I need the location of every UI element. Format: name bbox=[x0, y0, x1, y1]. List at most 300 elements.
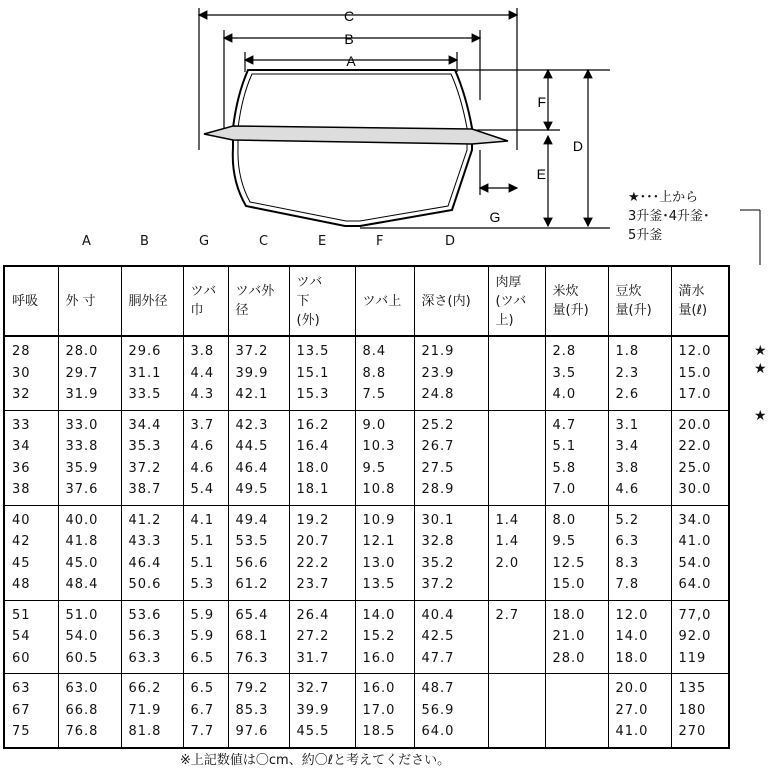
cell-value: 32 bbox=[12, 387, 31, 402]
table-cell bbox=[355, 600, 414, 674]
column-header: 豆炊 量(升) bbox=[608, 266, 671, 336]
star-marker: ★ bbox=[754, 361, 767, 377]
cell-value: 76.3 bbox=[235, 650, 269, 666]
cell-value: 18.5 bbox=[362, 724, 396, 739]
cell-value: 2.3 bbox=[615, 365, 640, 381]
table-cell bbox=[4, 336, 58, 410]
table-cell bbox=[228, 600, 289, 674]
cell-value: 7.8 bbox=[615, 577, 640, 592]
table-cell bbox=[608, 600, 671, 674]
cell-value: 4.6 bbox=[190, 460, 215, 476]
cell-value: 27.0 bbox=[615, 702, 649, 718]
table-cell bbox=[608, 336, 671, 410]
cell-value: 4.6 bbox=[190, 439, 215, 454]
cell-value: 37.2 bbox=[421, 577, 455, 592]
cell-value: 76.8 bbox=[65, 724, 99, 739]
table-cell bbox=[121, 410, 183, 505]
cell-value bbox=[496, 458, 545, 480]
star-marker: ★ bbox=[754, 343, 767, 359]
cell-value: 5.1 bbox=[190, 555, 215, 571]
cell-value: 6.5 bbox=[190, 681, 215, 696]
table-cell bbox=[488, 505, 545, 600]
cell-value: 4.0 bbox=[552, 387, 577, 402]
cell-value: 30.1 bbox=[421, 512, 455, 528]
cell-value: 10.9 bbox=[362, 512, 396, 528]
table-row-group bbox=[4, 410, 729, 505]
cell-value: 35.3 bbox=[128, 439, 162, 454]
table-cell bbox=[183, 674, 228, 748]
cell-value: 10.8 bbox=[362, 482, 396, 497]
cell-value: 2.6 bbox=[615, 387, 640, 402]
dim-label-a: A bbox=[346, 53, 356, 69]
table-row-group bbox=[4, 674, 729, 748]
cell-value bbox=[496, 384, 545, 406]
dim-label-f: F bbox=[537, 94, 546, 110]
cell-value: 85.3 bbox=[235, 702, 269, 718]
cell-value: 42.5 bbox=[421, 629, 455, 644]
cell-value: 68.1 bbox=[235, 629, 269, 644]
cell-value: 41.8 bbox=[65, 534, 99, 549]
table-cell bbox=[228, 336, 289, 410]
cell-value: 4.7 bbox=[552, 417, 577, 433]
table-cell bbox=[608, 410, 671, 505]
table-cell bbox=[228, 410, 289, 505]
cell-value: 46.4 bbox=[128, 555, 162, 571]
cell-value: 9.0 bbox=[362, 417, 387, 433]
cell-value: 29.6 bbox=[128, 344, 162, 359]
cell-value: 3.8 bbox=[615, 460, 640, 476]
cell-value: 10.3 bbox=[362, 439, 396, 454]
star-marker: ★ bbox=[754, 408, 767, 424]
column-header: 胴外径 bbox=[121, 266, 183, 336]
cell-value bbox=[553, 700, 608, 722]
table-cell bbox=[183, 600, 228, 674]
cell-value: 77,0 bbox=[678, 607, 712, 623]
table-cell bbox=[4, 410, 58, 505]
cell-value: 56.6 bbox=[235, 555, 269, 571]
cell-value: 270 bbox=[678, 724, 707, 739]
cell-value: 20.0 bbox=[678, 417, 712, 433]
cell-value: 33 bbox=[12, 417, 31, 433]
cell-value: 54.0 bbox=[65, 629, 99, 644]
table-cell bbox=[4, 674, 58, 748]
cell-value: 20.7 bbox=[296, 534, 330, 549]
cell-value: 63.3 bbox=[128, 650, 162, 666]
cell-value: 28 bbox=[12, 344, 31, 359]
table-cell bbox=[289, 336, 355, 410]
cell-value: 44.5 bbox=[235, 439, 269, 454]
cell-value: 17.0 bbox=[678, 387, 712, 402]
column-header: ツバ 下 (外) bbox=[289, 266, 355, 336]
table-cell bbox=[414, 336, 488, 410]
cell-value: 3.1 bbox=[615, 417, 640, 433]
cell-value: 2.0 bbox=[495, 555, 520, 571]
cell-value: 50.6 bbox=[128, 577, 162, 592]
table-cell bbox=[671, 674, 729, 748]
cell-value: 28.0 bbox=[552, 650, 586, 666]
cell-value: 51.0 bbox=[65, 607, 99, 623]
cell-value: 49.5 bbox=[235, 482, 269, 497]
table-header-row bbox=[4, 266, 729, 336]
cell-value: 56.9 bbox=[421, 702, 455, 718]
table-cell bbox=[228, 505, 289, 600]
dim-label-g: G bbox=[489, 209, 501, 225]
column-header: 呼吸 bbox=[4, 266, 58, 336]
cell-value: 92.0 bbox=[678, 629, 712, 644]
cell-value: 26.4 bbox=[296, 607, 330, 623]
column-letter: A bbox=[82, 234, 91, 249]
table-cell bbox=[58, 505, 121, 600]
cell-value bbox=[496, 678, 545, 700]
cell-value: 7.7 bbox=[190, 724, 215, 739]
cell-value: 64.0 bbox=[678, 577, 712, 592]
cell-value: 6.7 bbox=[190, 702, 215, 718]
cell-value: 40.4 bbox=[421, 607, 455, 623]
cell-value: 3.8 bbox=[190, 344, 215, 359]
cell-value: 13.5 bbox=[362, 577, 396, 592]
cell-value: 9.5 bbox=[362, 460, 387, 476]
table-cell bbox=[289, 674, 355, 748]
cell-value: 15.3 bbox=[296, 387, 330, 402]
cell-value: 64.0 bbox=[421, 724, 455, 739]
cell-value: 21.0 bbox=[552, 629, 586, 644]
cell-value: 56.3 bbox=[128, 629, 162, 644]
column-header: 満水 量(ℓ) bbox=[671, 266, 729, 336]
cell-value: 60 bbox=[12, 650, 31, 666]
table-cell bbox=[488, 600, 545, 674]
cell-value: 36 bbox=[12, 460, 31, 476]
table-cell bbox=[671, 600, 729, 674]
cell-value: 2.7 bbox=[495, 607, 520, 623]
cell-value: 1.8 bbox=[615, 344, 640, 359]
table-cell bbox=[671, 410, 729, 505]
cell-value: 180 bbox=[678, 702, 707, 718]
cell-value: 20.0 bbox=[615, 681, 649, 696]
column-letter: F bbox=[376, 234, 384, 249]
table-cell bbox=[545, 410, 608, 505]
cell-value: 135 bbox=[678, 681, 707, 696]
cell-value: 30 bbox=[12, 365, 31, 381]
cell-value: 42.1 bbox=[235, 387, 269, 402]
cell-value: 14.0 bbox=[615, 629, 649, 644]
cell-value: 79.2 bbox=[235, 681, 269, 696]
cell-value: 13.0 bbox=[362, 555, 396, 571]
table-cell bbox=[488, 410, 545, 505]
table-cell bbox=[289, 410, 355, 505]
column-letter: B bbox=[140, 234, 149, 249]
cell-value: 119 bbox=[678, 650, 707, 666]
cell-value: 31.7 bbox=[296, 650, 330, 666]
cell-value: 5.2 bbox=[615, 512, 640, 528]
cell-value: 60.5 bbox=[65, 650, 99, 666]
table-cell bbox=[228, 674, 289, 748]
cell-value: 48 bbox=[12, 577, 31, 592]
cell-value: 49.4 bbox=[235, 512, 269, 528]
cell-value: 71.9 bbox=[128, 702, 162, 718]
cell-value: 16.2 bbox=[296, 417, 330, 433]
table-cell bbox=[58, 336, 121, 410]
table-cell bbox=[289, 600, 355, 674]
cell-value: 33.8 bbox=[65, 439, 99, 454]
table-cell bbox=[183, 410, 228, 505]
cell-value: 39.9 bbox=[296, 702, 330, 718]
cell-value: 5.9 bbox=[190, 607, 215, 623]
table-cell bbox=[608, 674, 671, 748]
cell-value: 41.2 bbox=[128, 512, 162, 528]
cell-value bbox=[553, 721, 608, 743]
column-letter: D bbox=[445, 234, 456, 249]
column-letter: E bbox=[318, 234, 327, 249]
cell-value: 4.4 bbox=[190, 365, 215, 381]
table-cell bbox=[183, 505, 228, 600]
size-table bbox=[3, 265, 730, 749]
cell-value: 40 bbox=[12, 512, 31, 528]
cell-value: 5.4 bbox=[190, 482, 215, 497]
cell-value bbox=[496, 341, 545, 363]
table-cell bbox=[545, 674, 608, 748]
cell-value: 30.0 bbox=[678, 482, 712, 497]
cell-value: 37.2 bbox=[235, 344, 269, 359]
cell-value: 45.5 bbox=[296, 724, 330, 739]
cell-value: 42.3 bbox=[235, 417, 269, 433]
cell-value: 46.4 bbox=[235, 460, 269, 476]
cell-value: 31.1 bbox=[128, 365, 162, 381]
cell-value: 16.0 bbox=[362, 681, 396, 696]
column-header: 米炊 量(升) bbox=[545, 266, 608, 336]
cell-value: 6.3 bbox=[615, 534, 640, 549]
column-header: 深さ(内) bbox=[414, 266, 488, 336]
cell-value: 15.0 bbox=[678, 365, 712, 381]
table-cell bbox=[355, 410, 414, 505]
cell-value: 25.0 bbox=[678, 460, 712, 476]
cell-value: 12.5 bbox=[552, 555, 586, 571]
dim-label-c: C bbox=[343, 8, 355, 24]
cell-value: 61.2 bbox=[235, 577, 269, 592]
cell-value: 1.4 bbox=[495, 534, 520, 549]
stars-note-line1: ★･･･上から bbox=[628, 190, 699, 205]
cell-value: 40.0 bbox=[65, 512, 99, 528]
table-cell bbox=[608, 505, 671, 600]
cell-value: 15.1 bbox=[296, 365, 330, 381]
table-cell bbox=[488, 674, 545, 748]
table-cell bbox=[183, 336, 228, 410]
table-cell bbox=[355, 336, 414, 410]
cell-value: 66.2 bbox=[128, 681, 162, 696]
footnote: ※上記数値は〇cm、約〇ℓと考えてください。 bbox=[180, 753, 451, 768]
cell-value: 45 bbox=[12, 555, 31, 571]
cell-value: 12.0 bbox=[615, 607, 649, 623]
table-cell bbox=[121, 336, 183, 410]
cell-value: 4.6 bbox=[615, 482, 640, 497]
cell-value: 7.5 bbox=[362, 387, 387, 402]
cell-value: 38.7 bbox=[128, 482, 162, 497]
table-cell bbox=[4, 600, 58, 674]
cell-value: 18.1 bbox=[296, 482, 330, 497]
cell-value: 29.7 bbox=[65, 365, 99, 381]
cell-value: 7.0 bbox=[552, 482, 577, 497]
cell-value: 34.0 bbox=[678, 512, 712, 528]
cell-value: 47.7 bbox=[421, 650, 455, 666]
cell-value: 23.7 bbox=[296, 577, 330, 592]
table-cell bbox=[355, 505, 414, 600]
cell-value: 34 bbox=[12, 439, 31, 454]
cell-value: 6.5 bbox=[190, 650, 215, 666]
cell-value: 8.0 bbox=[552, 512, 577, 528]
cell-value bbox=[496, 363, 545, 385]
table-cell bbox=[545, 505, 608, 600]
cell-value: 38 bbox=[12, 482, 31, 497]
cell-value: 28.0 bbox=[65, 344, 99, 359]
cell-value: 5.3 bbox=[190, 577, 215, 592]
cell-value: 18.0 bbox=[615, 650, 649, 666]
cell-value: 53.6 bbox=[128, 607, 162, 623]
stars-note-line3: 5升釜 bbox=[628, 228, 663, 243]
cell-value: 22.0 bbox=[678, 439, 712, 454]
table-cell bbox=[289, 505, 355, 600]
cell-value: 5.9 bbox=[190, 629, 215, 644]
cell-value: 22.2 bbox=[296, 555, 330, 571]
cell-value: 12.1 bbox=[362, 534, 396, 549]
cell-value: 32.7 bbox=[296, 681, 330, 696]
cell-value: 15.2 bbox=[362, 629, 396, 644]
cell-value: 54 bbox=[12, 629, 31, 644]
cell-value bbox=[496, 648, 545, 670]
cell-value: 39.9 bbox=[235, 365, 269, 381]
cell-value: 37.2 bbox=[128, 460, 162, 476]
column-header: ツバ上 bbox=[355, 266, 414, 336]
stars-note-line2: 3升釜･4升釜･ bbox=[628, 209, 710, 224]
cell-value: 9.5 bbox=[552, 534, 577, 549]
cell-value: 31.9 bbox=[65, 387, 99, 402]
table-row-group bbox=[4, 600, 729, 674]
cell-value: 16.4 bbox=[296, 439, 330, 454]
cell-value: 23.9 bbox=[421, 365, 455, 381]
cell-value: 15.0 bbox=[552, 577, 586, 592]
cell-value: 12.0 bbox=[678, 344, 712, 359]
table-row-group bbox=[4, 336, 729, 410]
cell-value bbox=[496, 721, 545, 743]
cell-value: 8.3 bbox=[615, 555, 640, 571]
cell-value: 42 bbox=[12, 534, 31, 549]
column-letters bbox=[0, 234, 782, 254]
cell-value: 26.7 bbox=[421, 439, 455, 454]
column-letter: G bbox=[199, 234, 210, 249]
table-cell bbox=[414, 410, 488, 505]
table-cell bbox=[414, 600, 488, 674]
cell-value: 48.7 bbox=[421, 681, 455, 696]
cell-value: 3.7 bbox=[190, 417, 215, 433]
cell-value: 35.2 bbox=[421, 555, 455, 571]
cell-value: 34.4 bbox=[128, 417, 162, 433]
table-cell bbox=[414, 505, 488, 600]
cell-value: 4.3 bbox=[190, 387, 215, 402]
cell-value: 24.8 bbox=[421, 387, 455, 402]
cell-value: 53.5 bbox=[235, 534, 269, 549]
cell-value: 25.2 bbox=[421, 417, 455, 433]
cell-value: 65.4 bbox=[235, 607, 269, 623]
cell-value: 81.8 bbox=[128, 724, 162, 739]
cell-value: 14.0 bbox=[362, 607, 396, 623]
cell-value: 43.3 bbox=[128, 534, 162, 549]
cell-value: 32.8 bbox=[421, 534, 455, 549]
table-cell bbox=[671, 505, 729, 600]
cell-value bbox=[496, 700, 545, 722]
cell-value: 13.5 bbox=[296, 344, 330, 359]
cell-value: 51 bbox=[12, 607, 31, 623]
cell-value bbox=[496, 479, 545, 501]
cell-value bbox=[496, 574, 545, 596]
column-header: ツバ外 径 bbox=[228, 266, 289, 336]
table-cell bbox=[671, 336, 729, 410]
table-cell bbox=[58, 600, 121, 674]
table-row-group bbox=[4, 505, 729, 600]
cell-value: 54.0 bbox=[678, 555, 712, 571]
dim-label-b: B bbox=[344, 31, 354, 47]
cell-value bbox=[496, 415, 545, 437]
cell-value: 5.1 bbox=[552, 439, 577, 454]
column-letter: C bbox=[259, 234, 269, 249]
table-cell bbox=[121, 600, 183, 674]
cell-value bbox=[496, 436, 545, 458]
cell-value: 45.0 bbox=[65, 555, 99, 571]
column-header: ツバ 巾 bbox=[183, 266, 228, 336]
table-cell bbox=[545, 600, 608, 674]
cell-value: 17.0 bbox=[362, 702, 396, 718]
cell-value: 3.5 bbox=[552, 365, 577, 381]
cell-value: 3.4 bbox=[615, 439, 640, 454]
cell-value: 41.0 bbox=[678, 534, 712, 549]
dim-label-d: D bbox=[572, 138, 583, 154]
cell-value: 18.0 bbox=[552, 607, 586, 623]
table-cell bbox=[121, 674, 183, 748]
cell-value: 2.8 bbox=[552, 344, 577, 359]
cell-value: 97.6 bbox=[235, 724, 269, 739]
cell-value bbox=[496, 626, 545, 648]
cell-value: 21.9 bbox=[421, 344, 455, 359]
table-cell bbox=[488, 336, 545, 410]
cell-value: 16.0 bbox=[362, 650, 396, 666]
cell-value: 33.5 bbox=[128, 387, 162, 402]
cell-value: 5.1 bbox=[190, 534, 215, 549]
cell-value: 35.9 bbox=[65, 460, 99, 476]
cell-value: 8.4 bbox=[362, 344, 387, 359]
cell-value: 19.2 bbox=[296, 512, 330, 528]
cell-value: 18.0 bbox=[296, 460, 330, 476]
table-cell bbox=[355, 674, 414, 748]
cell-value: 67 bbox=[12, 702, 31, 718]
cell-value: 8.8 bbox=[362, 365, 387, 381]
cell-value: 37.6 bbox=[65, 482, 99, 497]
cell-value: 27.2 bbox=[296, 629, 330, 644]
cell-value bbox=[553, 678, 608, 700]
cell-value: 41.0 bbox=[615, 724, 649, 739]
cell-value: 66.8 bbox=[65, 702, 99, 718]
cell-value: 75 bbox=[12, 724, 31, 739]
cell-value: 28.9 bbox=[421, 482, 455, 497]
table-cell bbox=[58, 410, 121, 505]
table-cell bbox=[4, 505, 58, 600]
cell-value: 1.4 bbox=[495, 512, 520, 528]
cell-value: 27.5 bbox=[421, 460, 455, 476]
cell-value: 5.8 bbox=[552, 460, 577, 476]
cell-value: 63 bbox=[12, 681, 31, 696]
cell-value: 33.0 bbox=[65, 417, 99, 433]
table-cell bbox=[58, 674, 121, 748]
cell-value: 4.1 bbox=[190, 512, 215, 528]
cell-value: 63.0 bbox=[65, 681, 99, 696]
column-header: 外 寸 bbox=[58, 266, 121, 336]
column-header: 肉厚 (ツバ 上) bbox=[488, 266, 545, 336]
